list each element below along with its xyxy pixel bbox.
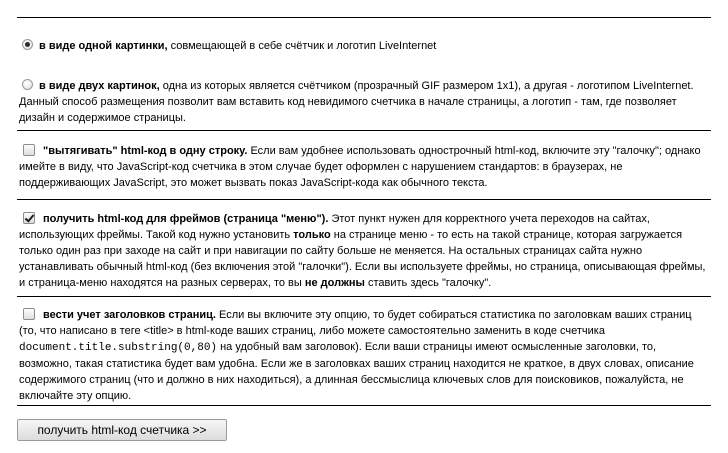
counter-options-form (17, 17, 711, 406)
option-two-images (17, 78, 711, 130)
one-line-description: Если вам удобнее использовать однострочный html-код, включите эту "галочку"; однако имейте в виду, что JavaScript-код счетчика в этом случае будет оформлен с нарушением стандартов: в браузерах, не поддерживающих JavaScript, это может вызвать показ JavaScript-кода как обычного текста. (19, 145, 701, 189)
single-image-radio[interactable] (22, 39, 33, 50)
frames-emphasis-not: не должны (304, 277, 365, 289)
frames-description-c: ставить здесь "галочку". (364, 277, 492, 289)
titles-description-b: на удобный вам заголовок). Если ваши страницы имеют осмысленные заголовки, то, возможно, такая статистика будет вам удобна. Если же в заголовках ваших страниц находится не краткое, в двух словах, описание содержимого страниц (что и должно в них находиться), а длинная бессмыслица ключевых слов для поисковиков, пожалуйста, не включайте эту опцию. (19, 341, 694, 402)
option-titles (17, 296, 711, 405)
option-two-images-text (19, 78, 709, 126)
titles-title: вести учет заголовков страниц. (43, 309, 216, 321)
titles-description-a: Если вы включите эту опцию, то будет собираться статистика по заголовкам ваших страниц (то, что написано в теге <title> в html-коде ваших страниц, либо можете самостоятельно заменить в коде счетчика (19, 309, 692, 337)
frames-description-a: Этот пункт нужен для корректного учета переходов на сайтах, использующих фреймы. Такой код нужно установить (19, 213, 650, 241)
bottom-divider (17, 405, 711, 406)
option-titles-text (19, 307, 709, 404)
option-frames-text (19, 211, 709, 291)
frames-checkbox[interactable] (23, 212, 35, 224)
get-counter-code-button[interactable]: получить html-код счетчика >> (17, 419, 227, 441)
frames-title: получить html-код для фреймов (страница "меню"). (43, 213, 329, 225)
option-one-line-text (19, 143, 709, 191)
frames-description-b: на странице меню - то есть на такой странице, которая загружается только один раз при заходе на сайт и при навигации по сайту больше не меняется. На остальных страницах сайта нужно устанавливать обычный html-код (без включения этой "галочки"). Если вы используете фреймы, но страница, описывающая фреймы, и страница-меню находятся на разных серверах, то вы (19, 229, 706, 289)
single-image-description: совмещающей в себе счётчик и логотип LiveInternet (167, 40, 437, 52)
one-line-title: "вытягивать" html-код в одну строку. (43, 145, 248, 157)
option-single-image-text (19, 38, 709, 54)
two-images-title: в виде двух картинок, (39, 80, 160, 92)
two-images-description: одна из которых является счётчиком (прозрачный GIF размером 1x1), а другая - логотипом LiveInternet. Данный способ размещения позволит вам вставить код невидимого счетчика в начале страницы, а логотип - там, где позволяет дизайн и содержимое страницы. (19, 80, 694, 124)
two-images-radio[interactable] (22, 79, 33, 90)
option-frames (17, 199, 711, 296)
single-image-title: в виде одной картинки, (39, 40, 168, 52)
option-single-image (17, 17, 711, 78)
option-one-line (17, 130, 711, 199)
titles-code-snippet: document.title.substring(0,80) (19, 342, 218, 354)
frames-emphasis-only: только (293, 229, 331, 241)
titles-checkbox[interactable] (23, 308, 35, 320)
one-line-checkbox[interactable] (23, 144, 35, 156)
